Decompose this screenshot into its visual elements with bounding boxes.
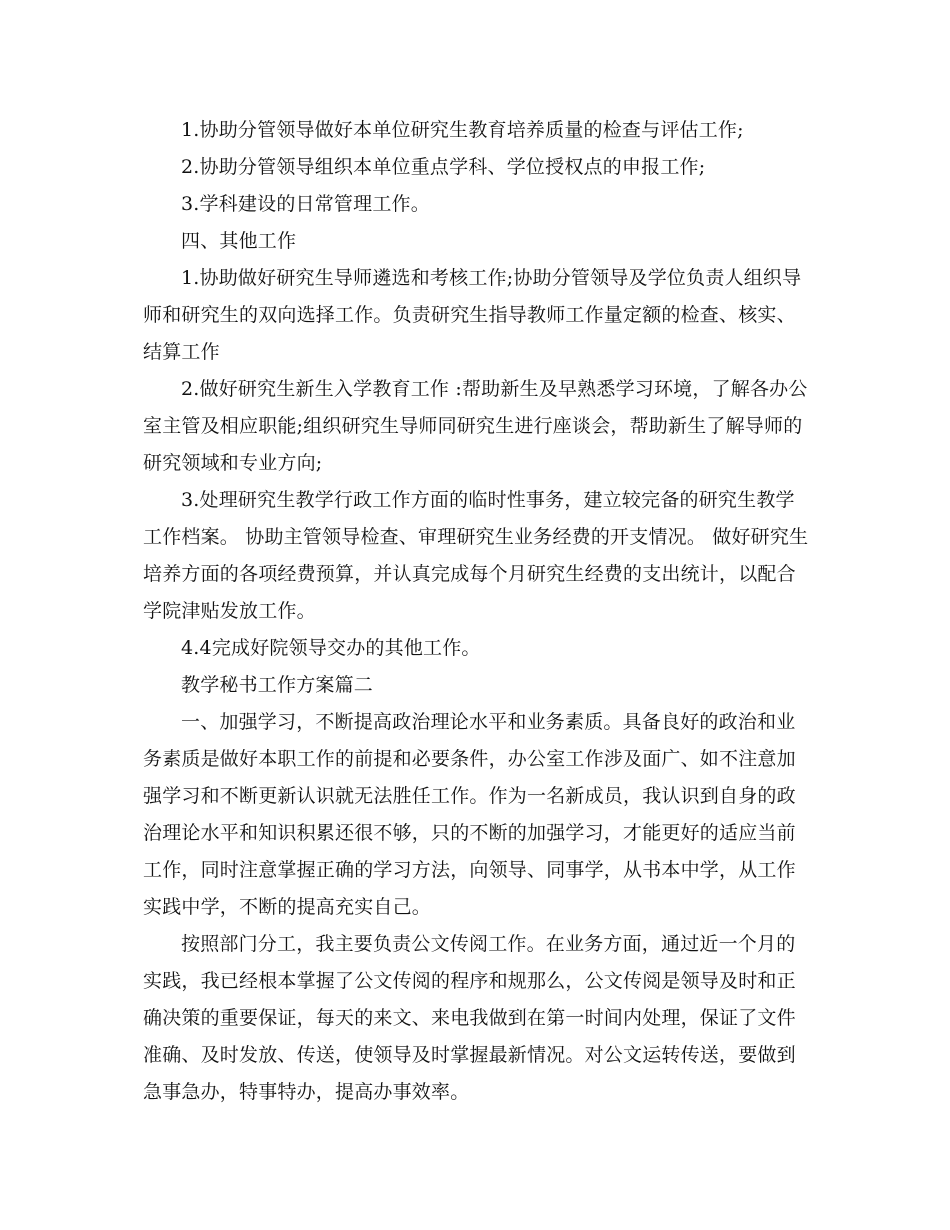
document-body: [143, 112, 813, 1111]
section-heading: 四、其他工作: [181, 230, 297, 252]
section-heading: 教学秘书工作方案篇二: [181, 674, 374, 696]
paragraph: 3.处理研究生教学行政工作方面的临时性事务，建立较完备的研究生教学工作档案。 协助主管领导检查、审理研究生业务经费的开支情况。 做好研究生培养方面的各项经费预算，并认真完成每个月研究生经费的支出统计，以配合学院津贴发放工作。: [143, 489, 809, 622]
paragraph: 按照部门分工，我主要负责公文传阅工作。在业务方面，通过近一个月的实践，我已经根本掌握了公文传阅的程序和规那么，公文传阅是领导及时和正确决策的重要保证，每天的来文、来电我做到在第一时间内处理，保证了文件准确、及时发放、传送，使领导及时掌握最新情况。对公文运转传送，要做到急事急办，特事特办，提高办事效率。: [143, 933, 796, 1103]
paragraph: 一、加强学习，不断提高政治理论水平和业务素质。具备良好的政治和业务素质是做好本职工作的前提和必要条件，办公室工作涉及面广、如不注意加强学习和不断更新认识就无法胜任工作。作为一名新成员，我认识到自身的政治理论水平和知识积累还很不够，只的不断的加强学习，才能更好的适应当前工作，同时注意掌握正确的学习方法，向领导、同事学，从书本中学，从工作实践中学，不断的提高充实自己。: [143, 711, 796, 918]
paragraph: 4.4完成好院领导交办的其他工作。: [181, 637, 481, 659]
paragraph: 2.做好研究生新生入学教育工作 :帮助新生及早熟悉学习环境，了解各办公室主管及相应职能;组织研究生导师同研究生进行座谈会，帮助新生了解导师的研究领域和专业方向;: [143, 378, 808, 474]
paragraph: 1.协助分管领导做好本单位研究生教育培养质量的检查与评估工作;: [181, 119, 744, 141]
paragraph: 3.学科建设的日常管理工作。: [181, 193, 430, 215]
paragraph: 1.协助做好研究生导师遴选和考核工作;协助分管领导及学位负责人组织导师和研究生的双向选择工作。负责研究生指导教师工作量定额的检查、核实、结算工作: [143, 267, 802, 363]
paragraph: 2.协助分管领导组织本单位重点学科、学位授权点的申报工作;: [181, 156, 706, 178]
